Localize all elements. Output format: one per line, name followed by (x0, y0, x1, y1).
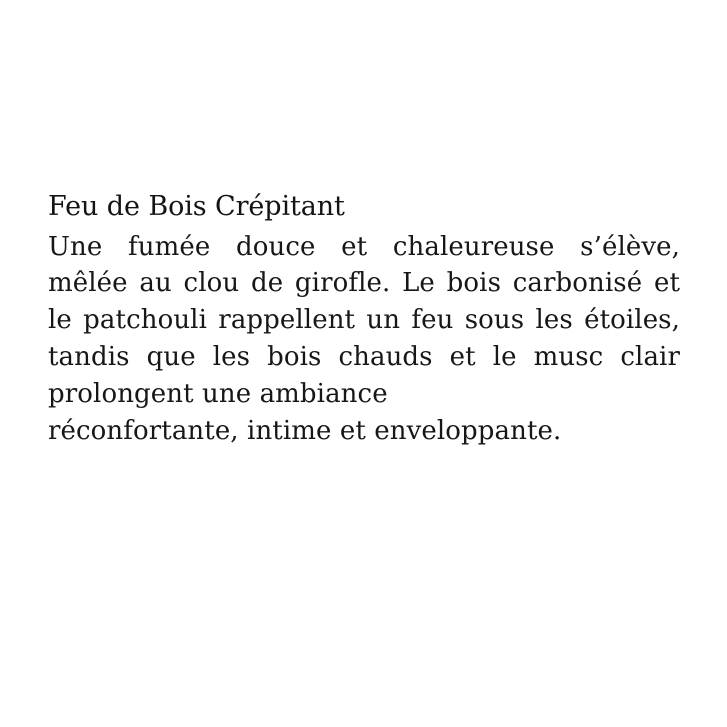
description-last-line: réconfortante, intime et enveloppante. (48, 416, 562, 447)
description-paragraph (48, 229, 680, 450)
description-main-text: Une fumée douce et chaleureuse s’élève, mêlée au clou de girofle. Le bois carbonisé et le patchouli rappellent un feu sous les étoiles, tandis que les bois chauds et le musc clair prolongent une ambiance (48, 231, 680, 410)
page-title: Feu de Bois Crépitant (48, 191, 345, 222)
text-block (48, 190, 680, 450)
